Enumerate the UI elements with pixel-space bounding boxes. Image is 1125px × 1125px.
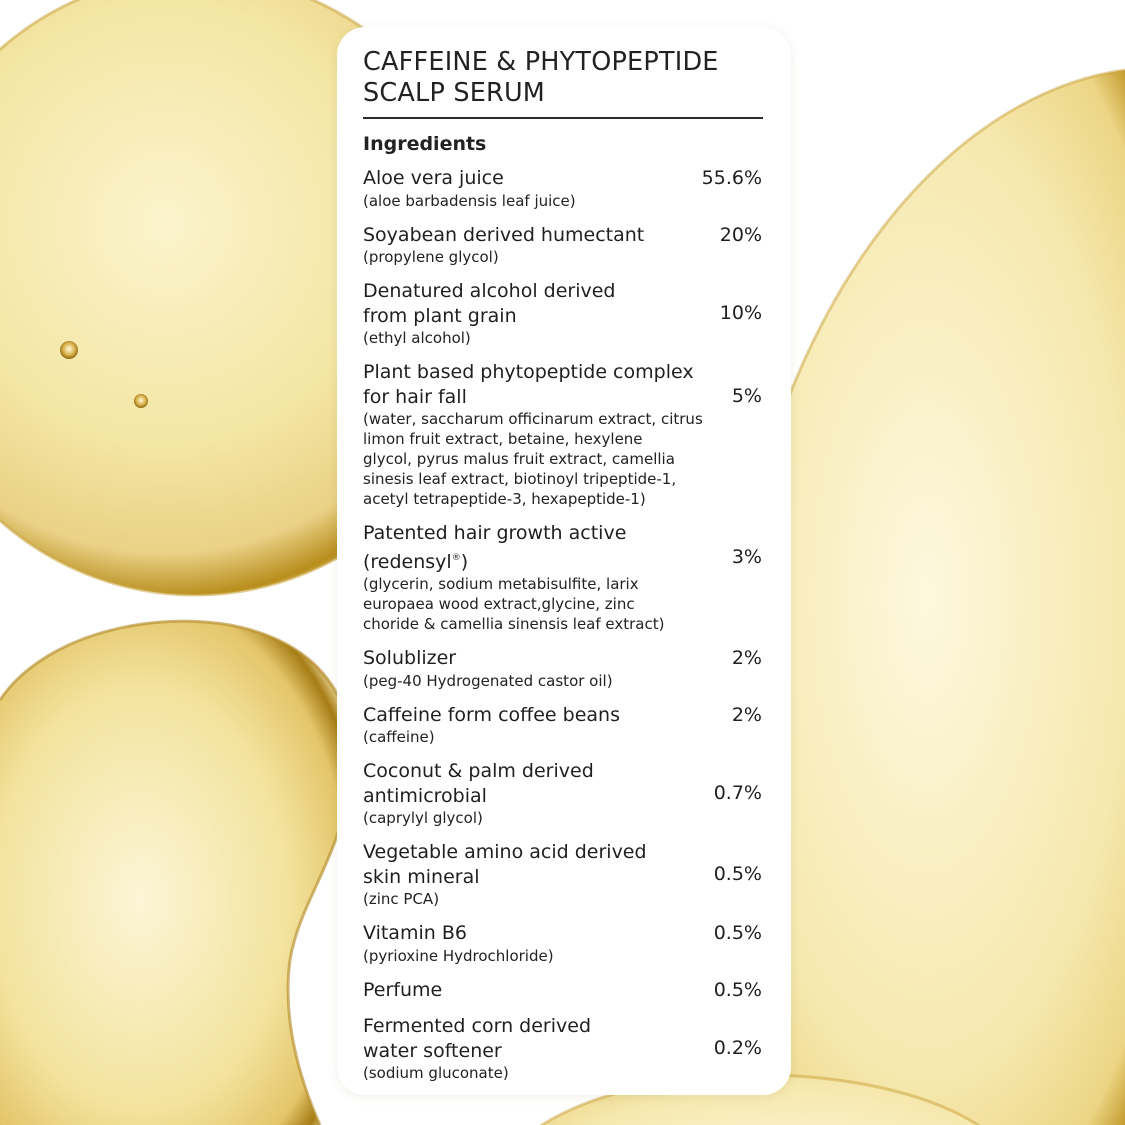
ingredient-inci-line: limon fruit extract, betaine, hexylene (363, 430, 643, 448)
ingredient-percent: 0.5% (713, 922, 762, 944)
ingredient-inci: (pyrioxine Hydrochloride) (363, 946, 554, 965)
ingredient-item (363, 166, 762, 211)
ingredient-inci-line: (glycerin, sodium metabisulfite, larix (363, 575, 639, 593)
oil-drop-bottom-left (0, 621, 352, 1125)
ingredient-name-line: (redensyl (363, 550, 452, 573)
ingredient-name (363, 759, 704, 808)
ingredient-inci: (caffeine) (363, 728, 435, 746)
ingredient-name (363, 1014, 704, 1063)
ingredient-item (363, 223, 762, 268)
ingredient-inci (363, 409, 722, 509)
ingredient-inci-line: sinesis leaf extract, biotinoyl tripeptide-1, (363, 470, 677, 488)
ingredient-inci: (propylene glycol) (363, 248, 499, 266)
ingredient-name-line: Plant based phytopeptide complex (363, 361, 694, 383)
ingredient-inci (363, 574, 722, 634)
ingredient-item (363, 646, 762, 691)
product-title (363, 47, 762, 109)
ingredient-name (363, 840, 704, 889)
product-title-line-2: SCALP SERUM (363, 78, 546, 108)
ingredient-item (363, 921, 762, 966)
ingredient-inci-line: choride & camellia sinensis leaf extract) (363, 615, 665, 633)
ingredient-name: Solublizer (363, 647, 457, 669)
ingredients-list (363, 166, 762, 1083)
ingredient-item (363, 279, 762, 348)
ingredient-name-line: skin mineral (363, 865, 480, 888)
ingredient-inci: (sodium gluconate) (363, 1064, 509, 1082)
ingredient-inci: (aloe barbadensis leaf juice) (363, 191, 576, 210)
ingredient-percent: 0.5% (713, 978, 762, 1001)
ingredient-inci-line: glycol, pyrus malus fruit extract, camellia (363, 450, 675, 468)
ingredient-percent: 20% (719, 223, 762, 246)
ingredient-item (363, 521, 762, 634)
ingredient-percent: 2% (731, 703, 762, 726)
ingredient-percent: 3% (731, 546, 762, 568)
ingredient-inci: (caprylyl glycol) (363, 809, 483, 827)
ingredient-inci: (peg-40 Hydrogenated castor oil) (363, 671, 613, 690)
ingredient-item (363, 1014, 762, 1083)
ingredient-name-line: water softener (363, 1039, 502, 1062)
ingredient-inci-line: acetyl tetrapeptide-3, hexapeptide-1) (363, 490, 646, 508)
ingredient-item (363, 978, 762, 1003)
ingredient-percent: 0.2% (713, 1037, 762, 1060)
ingredient-name: Perfume (363, 978, 443, 1001)
ingredient-item (363, 360, 762, 509)
ingredient-name-line: Vegetable amino acid derived (363, 841, 647, 863)
ingredient-percent: 5% (731, 385, 762, 407)
product-title-line-1: CAFFEINE & PHYTOPEPTIDE (363, 47, 719, 77)
ingredient-percent: 55.6% (701, 167, 762, 189)
ingredient-name-line: antimicrobial (363, 784, 487, 807)
ingredient-name-line: Coconut & palm derived (363, 760, 594, 782)
ingredient-name: Soyabean derived humectant (363, 223, 645, 246)
oil-bubble (134, 394, 148, 408)
ingredient-name (363, 279, 710, 328)
ingredient-name: Aloe vera juice (363, 167, 504, 189)
title-divider (363, 117, 763, 119)
ingredient-name-line: ) (460, 550, 469, 573)
ingredient-inci: (zinc PCA) (363, 890, 440, 908)
ingredient-percent: 2% (731, 647, 762, 669)
ingredient-percent: 10% (719, 302, 762, 325)
ingredient-name-line: Denatured alcohol derived (363, 280, 616, 302)
ingredient-inci-line: europaea wood extract,glycine, zinc (363, 595, 635, 613)
ingredient-item (363, 840, 762, 909)
ingredient-name-line: Patented hair growth active (363, 522, 627, 544)
ingredient-item (363, 703, 762, 748)
ingredient-inci: (ethyl alcohol) (363, 329, 471, 347)
ingredient-percent: 0.7% (713, 782, 762, 805)
ingredient-name (363, 360, 722, 409)
oil-bubble (60, 341, 78, 359)
ingredient-inci-line: (water, saccharum officinarum extract, citrus (363, 410, 703, 428)
ingredient-name-line: Fermented corn derived (363, 1015, 591, 1037)
ingredients-heading: Ingredients (363, 133, 487, 155)
ingredient-name-line: for hair fall (363, 385, 467, 408)
registered-mark: ® (451, 552, 461, 563)
ingredient-percent: 0.5% (713, 863, 762, 886)
ingredient-item (363, 759, 762, 828)
ingredient-name: Vitamin B6 (363, 922, 467, 944)
ingredient-name (363, 521, 722, 574)
ingredient-name: Caffeine form coffee beans (363, 703, 620, 726)
ingredient-name-line: from plant grain (363, 304, 517, 327)
ingredients-card (337, 27, 791, 1095)
